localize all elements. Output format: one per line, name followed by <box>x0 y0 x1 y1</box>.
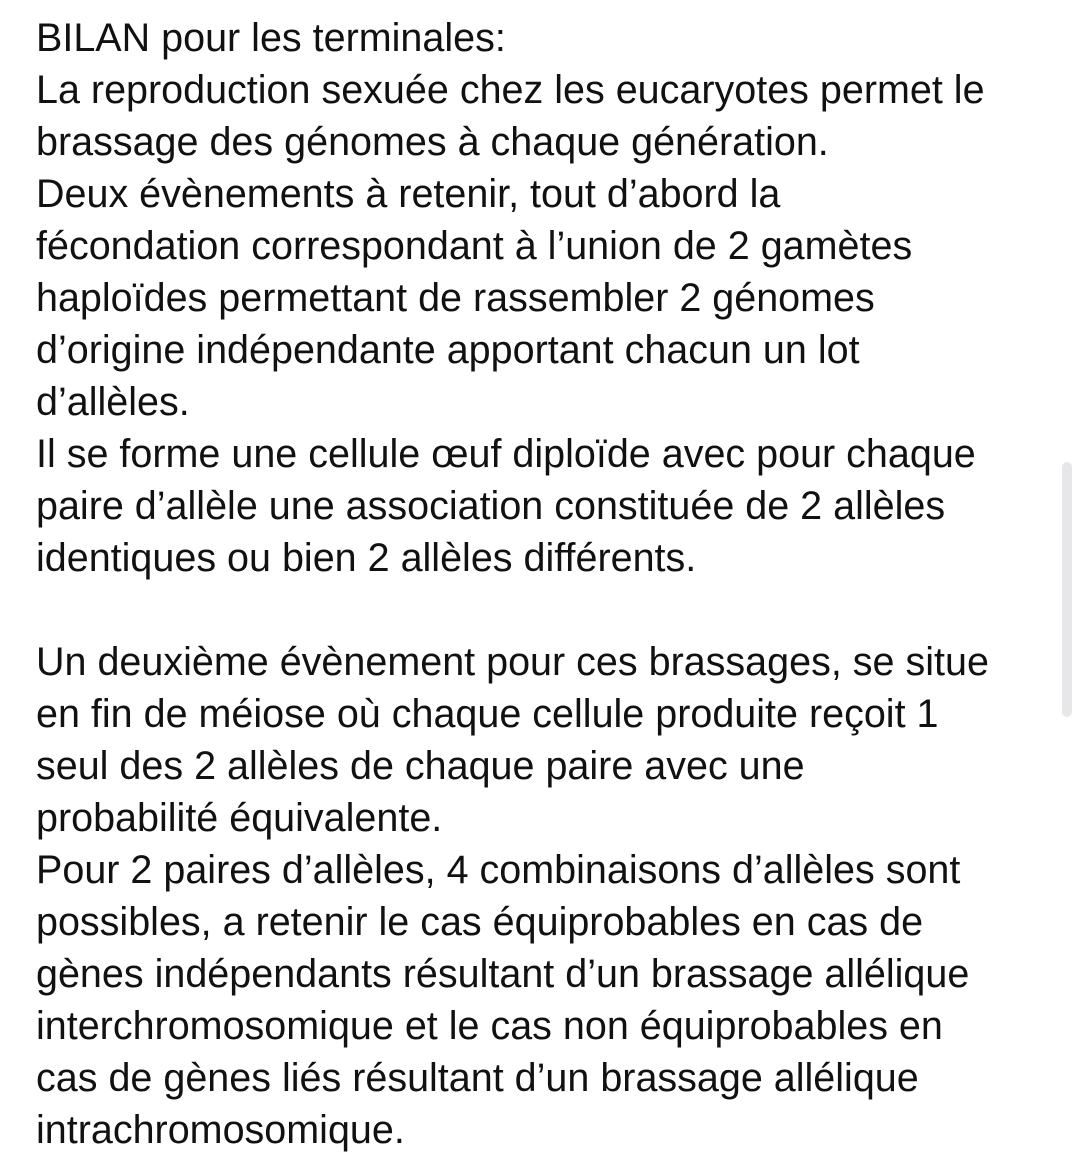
note-line: Pour 2 paires d’allèles, 4 combinaisons d’allèles sont <box>36 848 961 892</box>
note-line: en fin de méiose où chaque cellule produite reçoit 1 <box>36 692 939 736</box>
note-line: haploïdes permettant de rassembler 2 génomes <box>36 276 875 320</box>
note-line: seul des 2 allèles de chaque paire avec une <box>36 744 805 788</box>
note-line: d’origine indépendante apportant chacun un lot <box>36 328 860 372</box>
note-line: paire d’allèle une association constituée de 2 allèles <box>36 484 946 528</box>
note-line: Un deuxième évènement pour ces brassages, se situe <box>36 640 989 684</box>
note-line: interchromosomique et le cas non équiprobables en <box>36 1004 943 1048</box>
note-body[interactable] <box>36 12 1056 1156</box>
note-line: La reproduction sexuée chez les eucaryotes permet le <box>36 68 985 112</box>
note-title: BILAN pour les terminales: <box>36 16 506 60</box>
note-line: possibles, a retenir le cas équiprobables en cas de <box>36 900 924 944</box>
note-line: gènes indépendants résultant d’un brassage allélique <box>36 952 970 996</box>
note-line: Il se forme une cellule œuf diploïde avec pour chaque <box>36 432 976 476</box>
note-line: identiques ou bien 2 allèles différents. <box>36 536 697 580</box>
note-line: fécondation correspondant à l’union de 2 gamètes <box>36 224 913 268</box>
note-line: probabilité équivalente. <box>36 796 443 840</box>
paragraph-spacer <box>36 584 1056 636</box>
note-line: cas de gènes liés résultant d’un brassage allélique <box>36 1056 919 1100</box>
note-line: intrachromosomique. <box>36 1108 405 1152</box>
note-line: Deux évènements à retenir, tout d’abord la <box>36 172 781 216</box>
scrollbar-thumb[interactable] <box>1062 462 1072 717</box>
note-line: d’allèles. <box>36 380 190 424</box>
note-line: brassage des génomes à chaque génération. <box>36 120 829 164</box>
